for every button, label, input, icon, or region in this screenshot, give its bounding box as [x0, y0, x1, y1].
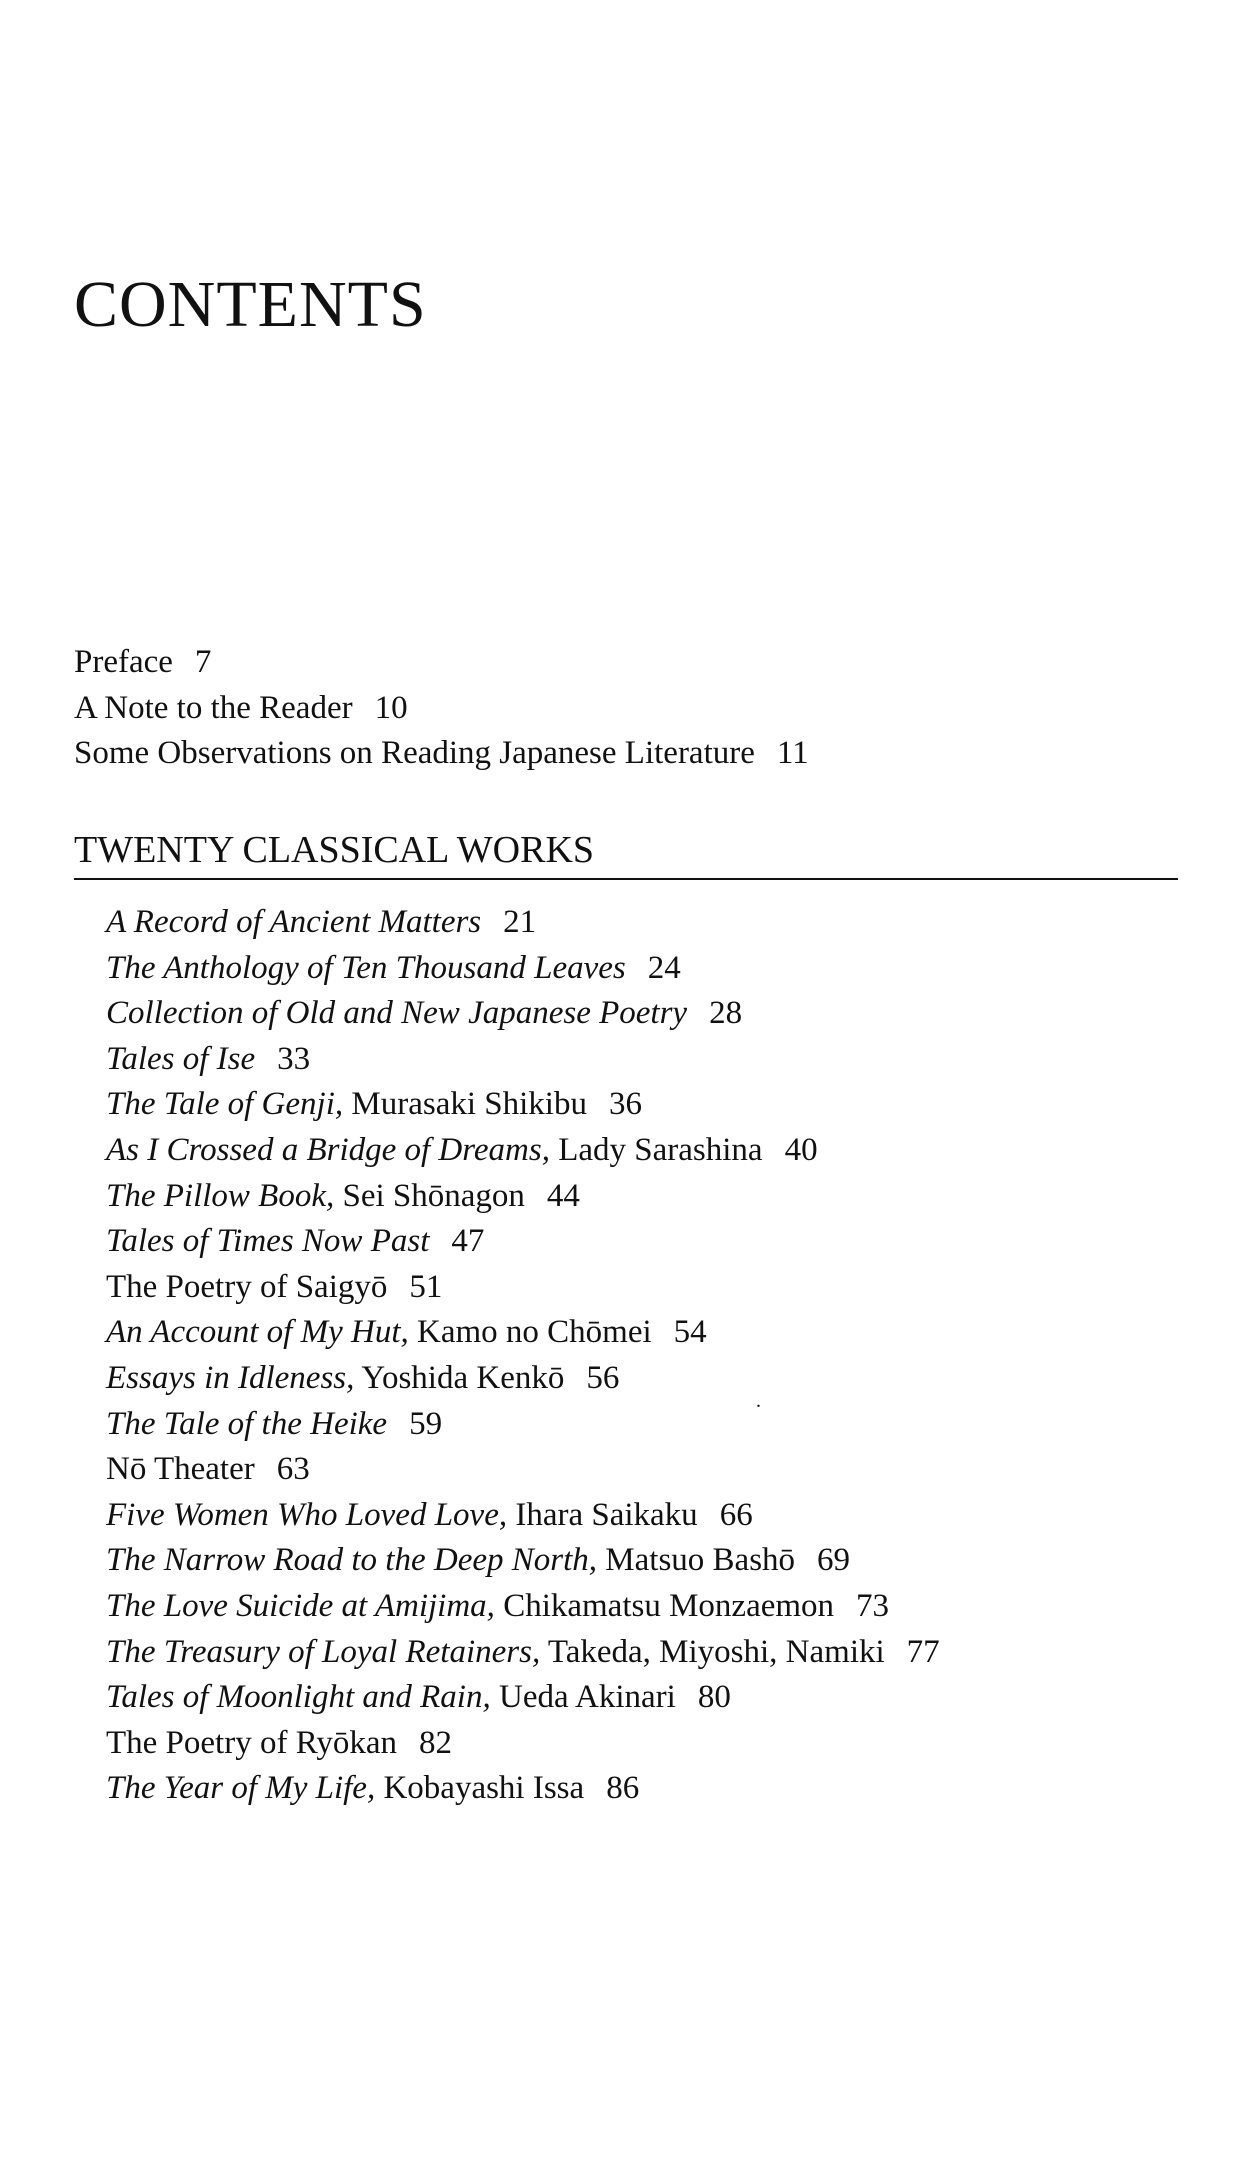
work-title: The Anthology of Ten Thousand Leaves — [106, 949, 626, 986]
work-author: Lady Sarashina — [558, 1131, 763, 1168]
work-separator — [409, 1314, 417, 1350]
work-entry — [106, 1128, 940, 1174]
work-title: The Pillow Book, — [106, 1177, 335, 1214]
work-title: Essays in Idleness, — [106, 1359, 355, 1396]
work-title: Tales of Times Now Past — [106, 1223, 430, 1260]
work-page: 73 — [856, 1587, 890, 1624]
work-title: The Poetry of Ryōkan — [106, 1724, 398, 1761]
work-author: Murasaki Shikibu — [351, 1086, 587, 1123]
work-page: 80 — [697, 1679, 731, 1716]
work-title: An Account of My Hut, — [106, 1314, 409, 1351]
work-page: 54 — [673, 1314, 707, 1351]
work-author: Ihara Saikaku — [515, 1496, 698, 1533]
work-title: The Poetry of Saigyō — [106, 1268, 388, 1305]
page-title: CONTENTS — [74, 268, 427, 341]
work-page: 69 — [817, 1542, 851, 1579]
work-author: Kobayashi Issa — [383, 1770, 585, 1807]
work-separator — [540, 1634, 548, 1670]
work-page: 40 — [784, 1131, 818, 1168]
section-heading: TWENTY CLASSICAL WORKS — [74, 826, 1178, 880]
work-title: Tales of Moonlight and Rain, — [106, 1679, 491, 1716]
work-entry — [106, 1766, 940, 1812]
work-page: 77 — [906, 1633, 940, 1670]
work-title: The Tale of the Heike — [106, 1405, 388, 1442]
toc-entry-page: 7 — [194, 644, 212, 680]
work-page: 33 — [277, 1040, 311, 1077]
work-entry — [106, 1219, 940, 1265]
work-author: Kamo no Chōmei — [417, 1314, 652, 1351]
work-entry — [106, 1721, 940, 1767]
work-page: 21 — [503, 904, 537, 940]
work-title: The Love Suicide at Amijima, — [106, 1587, 495, 1624]
work-page: 44 — [546, 1177, 580, 1214]
work-entry — [106, 1493, 940, 1539]
work-page: 28 — [709, 995, 743, 1032]
work-author: Sei Shōnagon — [342, 1177, 525, 1214]
work-title: Tales of Ise — [106, 1040, 256, 1077]
work-page: 36 — [608, 1086, 642, 1123]
work-title: As I Crossed a Bridge of Dreams, — [106, 1131, 550, 1168]
work-page: 66 — [719, 1496, 753, 1533]
work-entry — [106, 1356, 940, 1402]
work-entry — [106, 900, 940, 946]
work-title: The Treasury of Loyal Retainers, — [106, 1633, 541, 1670]
work-page: 24 — [647, 949, 681, 986]
work-title: The Year of My Life, — [106, 1770, 376, 1807]
work-page: 82 — [419, 1724, 453, 1761]
work-title: The Narrow Road to the Deep North, — [106, 1542, 598, 1579]
work-entry — [106, 1402, 940, 1448]
work-entry — [106, 1174, 940, 1220]
toc-entry-title: Preface — [74, 644, 173, 680]
work-entry — [106, 1310, 940, 1356]
work-entry — [106, 946, 940, 992]
work-page: 63 — [276, 1451, 310, 1488]
work-page: 59 — [409, 1405, 443, 1442]
works-list — [106, 900, 940, 1812]
work-entry — [106, 1675, 940, 1721]
work-page: 56 — [586, 1359, 620, 1396]
work-entry — [106, 1630, 940, 1676]
work-title: Collection of Old and New Japanese Poetry — [106, 995, 688, 1032]
work-page: 51 — [409, 1268, 443, 1305]
work-entry — [106, 1265, 940, 1311]
toc-entry-title: A Note to the Reader — [74, 689, 353, 726]
work-entry — [106, 1082, 940, 1128]
toc-entry-page: 10 — [374, 689, 408, 726]
work-author: Takeda, Miyoshi, Namiki — [547, 1633, 885, 1670]
work-title: A Record of Ancient Matters — [106, 904, 482, 940]
work-page: 47 — [451, 1223, 485, 1260]
toc-entry — [74, 640, 809, 686]
work-page: 86 — [606, 1770, 640, 1807]
toc-entry — [74, 686, 809, 732]
work-entry — [106, 1584, 940, 1630]
work-author: Ueda Akinari — [498, 1679, 676, 1716]
work-entry — [106, 991, 940, 1037]
work-entry — [106, 1447, 940, 1493]
work-separator — [550, 1132, 558, 1168]
stray-mark: . — [756, 1390, 761, 1412]
work-separator — [491, 1679, 499, 1715]
front-matter-list — [74, 640, 809, 777]
work-title: The Tale of Genji, — [106, 1086, 344, 1123]
toc-entry-title: Some Observations on Reading Japanese Literature — [74, 735, 755, 772]
work-author: Yoshida Kenkō — [361, 1359, 565, 1396]
work-separator — [495, 1588, 503, 1624]
work-title: Nō Theater — [106, 1451, 255, 1488]
toc-entry-page: 11 — [776, 735, 809, 772]
work-entry — [106, 1037, 940, 1083]
work-entry — [106, 1538, 940, 1584]
work-author: Chikamatsu Monzaemon — [503, 1587, 835, 1624]
work-author: Matsuo Bashō — [605, 1542, 796, 1579]
toc-entry — [74, 731, 809, 777]
work-title: Five Women Who Loved Love, — [106, 1496, 508, 1533]
